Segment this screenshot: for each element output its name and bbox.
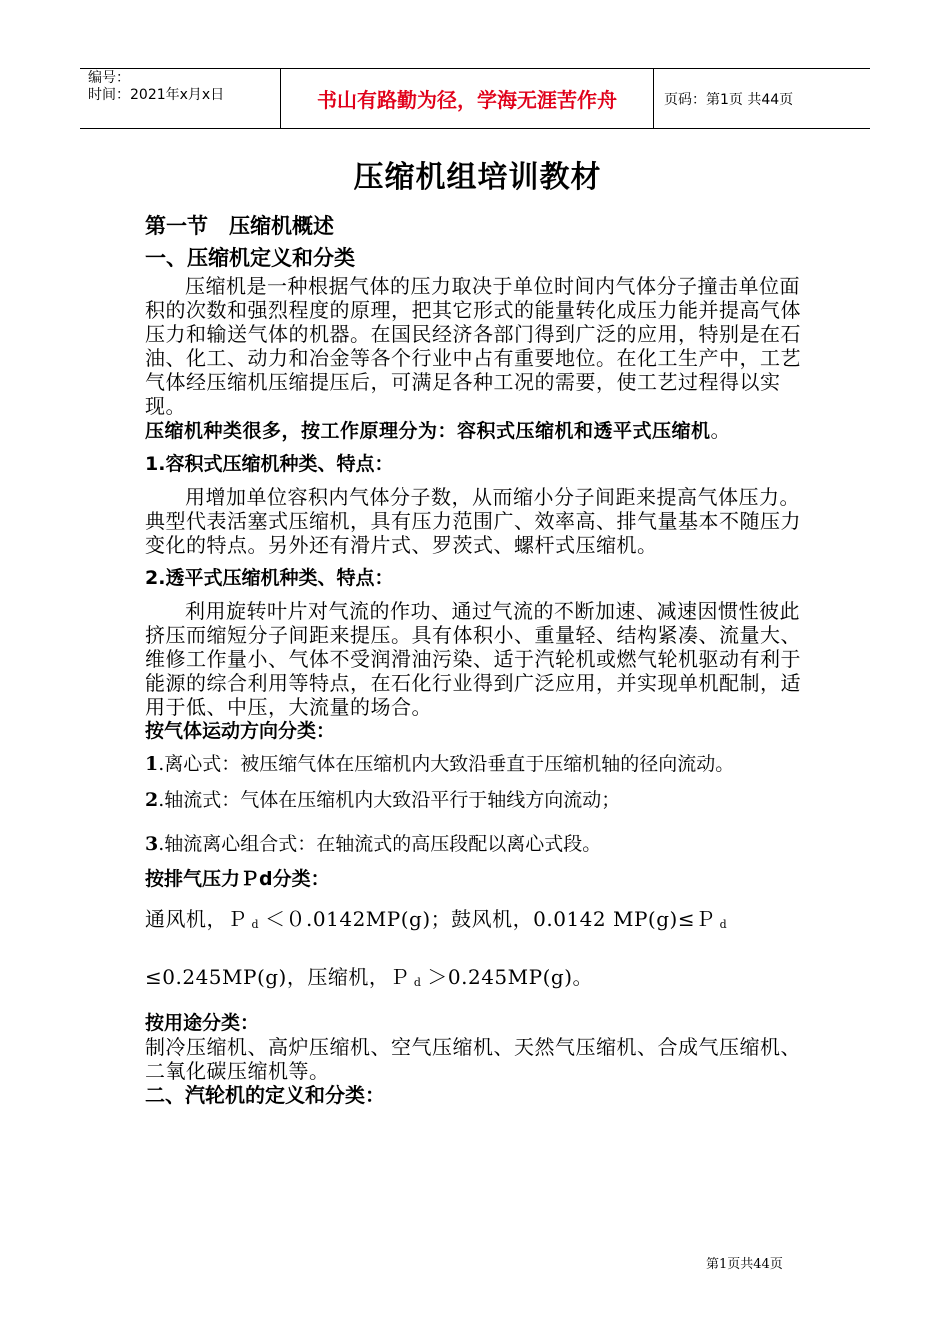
time-label: 时间：2021年x月x日	[88, 87, 225, 103]
paragraph-types	[145, 418, 810, 443]
heading-pressure: 按排气压力Ｐd分类：	[145, 868, 330, 890]
pressure-text: ＞0.245MP(g)。	[427, 965, 594, 989]
code-label: 编号：	[88, 70, 130, 86]
list-num: 3	[145, 833, 159, 855]
section-heading: 第一节 压缩机概述	[145, 214, 334, 238]
list-num: 2	[145, 789, 159, 811]
list-item-axial	[145, 783, 810, 817]
pressure-line-1	[145, 899, 810, 943]
list-text: .离心式：被压缩气体在压缩机内大致沿垂直于压缩机轴的径向流动。	[158, 753, 735, 775]
subscript-d: d	[719, 918, 728, 931]
page-header	[80, 68, 870, 129]
list-item-centrifugal	[145, 747, 810, 781]
list-num: 1	[145, 753, 159, 775]
subscript-d: d	[251, 918, 260, 931]
subsection-heading-1: 一、压缩机定义和分类	[145, 246, 355, 270]
subsection-heading-2: 二、汽轮机的定义和分类：	[145, 1083, 385, 1107]
document-title: 压缩机组培训教材	[353, 160, 602, 195]
types-bold-text: 压缩机种类很多，按工作原理分为：容积式压缩机和透平式压缩机	[145, 420, 711, 442]
paragraph-volumetric: 用增加单位容积内气体分子数，从而缩小分子间距来提高气体压力。典型代表活塞式压缩机，具有压力范围广、效率高、排气量基本不随压力变化的特点。另外还有滑片式、罗茨式、螺杆式压缩机。	[145, 485, 801, 557]
paragraph-turbo: 利用旋转叶片对气流的作功、通过气流的不断加速、减速因惯性彼此挤压而缩短分子间距来提压。具有体积小、重量轻、结构紧凑、流量大、维修工作量小、气体不受润滑油污染、适于汽轮机或燃气轮机驱动有利于能源的综合利用等特点，在石化行业得到广泛应用，并实现单机配制，适用于低、中压，大流量的场合。	[145, 599, 801, 719]
header-left-cell	[80, 69, 281, 128]
page-footer: 第1页共44页	[706, 1257, 783, 1272]
list-item-combined	[145, 827, 810, 861]
pressure-line-2	[145, 957, 810, 1001]
pressure-text: 通风机，Ｐ	[145, 907, 248, 931]
heading-turbo: 2.透平式压缩机种类、特点：	[145, 567, 394, 589]
list-text: .轴流离心组合式：在轴流式的高压段配以离心式段。	[158, 833, 602, 855]
pressure-text: ≤0.245MP(g)，压缩机，Ｐ	[145, 965, 410, 989]
pressure-text: ＜０.0142MP(g)；鼓风机，0.0142 MP(g)≤Ｐ	[265, 907, 716, 931]
subscript-d: d	[413, 976, 422, 989]
heading-direction: 按气体运动方向分类：	[145, 720, 336, 742]
document-body	[145, 158, 810, 1107]
types-end: 。	[710, 418, 732, 442]
heading-usage: 按用途分类：	[145, 1012, 260, 1034]
header-motto: 书山有路勤为径，学海无涯苦作舟	[281, 69, 654, 128]
paragraph-definition: 压缩机是一种根据气体的压力取决于单位时间内气体分子撞击单位面积的次数和强烈程度的原理，把其它形式的能量转化成压力能并提高气体压力和输送气体的机器。在国民经济各部门得到广泛的应用，特别是在石油、化工、动力和冶金等各个行业中占有重要地位。在化工生产中，工艺气体经压缩机压缩提压后，可满足各种工况的需要，使工艺过程得以实现。	[145, 274, 801, 418]
paragraph-usage: 制冷压缩机、高炉压缩机、空气压缩机、天然气压缩机、合成气压缩机、二氧化碳压缩机等。	[145, 1035, 801, 1083]
header-page-info: 页码：第1页 共44页	[664, 91, 794, 108]
heading-volumetric: 1.容积式压缩机种类、特点：	[145, 453, 394, 475]
list-text: .轴流式：气体在压缩机内大致沿平行于轴线方向流动；	[158, 789, 621, 811]
